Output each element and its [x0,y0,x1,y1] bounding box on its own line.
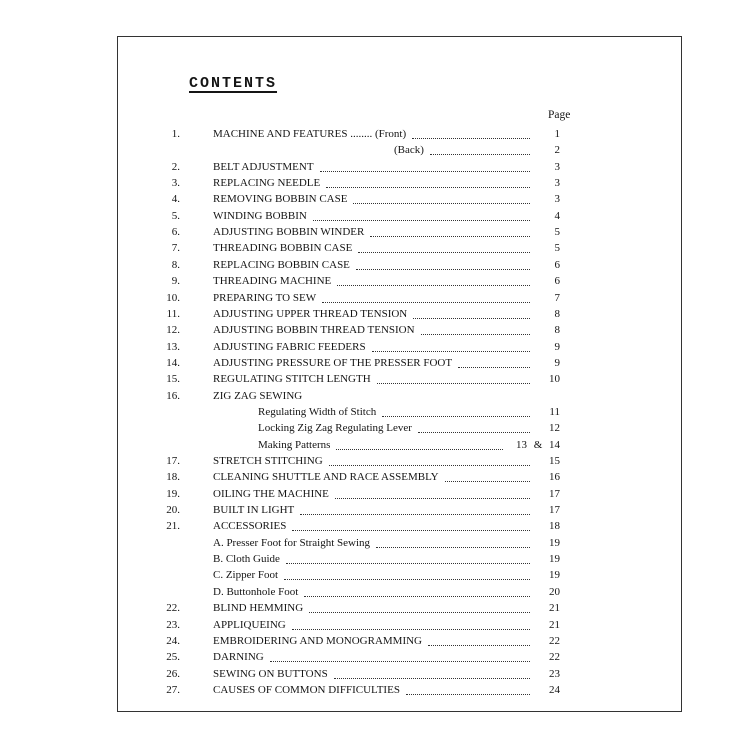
entry-title: REPLACING NEEDLE [213,177,321,190]
entry-title: ADJUSTING BOBBIN THREAD TENSION [213,324,415,337]
toc-entry [118,240,681,256]
leader-dots [309,600,530,613]
entry-page: 6 [554,258,560,271]
entry-title: REPLACING BOBBIN CASE [213,258,350,271]
entry-title: STRETCH STITCHING [213,455,323,467]
leader-dots [304,584,530,597]
entry-number: 17. [166,455,180,467]
leader-dots [313,208,530,221]
leader-dots [326,175,530,188]
leader-dots [418,420,530,433]
entry-title: ADJUSTING PRESSURE OF THE PRESSER FOOT [213,356,453,369]
leader-dots [370,224,530,237]
leader-dots [284,567,530,580]
leader-dots [334,666,530,679]
toc-entry [118,420,681,436]
entry-title: ACCESSORIES [213,520,287,533]
entry-number: 16. [166,389,180,402]
entry-number: 27. [166,683,180,696]
toc-entry [118,682,681,698]
toc-entry [118,584,681,600]
entry-page: 21 [549,602,560,615]
entry-number: 22. [166,602,180,615]
entry-number: 18. [166,471,180,484]
entry-page: 10 [549,373,560,386]
entry-number: 7. [171,242,180,255]
leader-dots [270,649,530,662]
toc-entry [118,437,681,453]
leader-dots [335,486,530,499]
leader-dots [336,437,503,450]
toc-entry [118,290,681,306]
entry-page: 23 [549,667,560,680]
leader-dots [428,633,530,646]
entry-page: 21 [549,618,560,631]
entry-number: 23. [166,618,180,631]
leader-dots [372,339,530,352]
entry-number: 14. [166,356,180,369]
entry-title: A. Presser Foot for Straight Sewing [213,536,371,549]
entry-page: 2 [554,144,560,157]
toc-entry [118,322,681,338]
entry-title: REMOVING BOBBIN CASE [213,193,348,206]
entry-title: PREPARING TO SEW [213,291,317,304]
leader-dots [286,551,530,564]
toc-entry [118,469,681,485]
entry-number: 1. [171,128,180,140]
toc-entry [118,224,681,240]
entry-page: 20 [549,585,560,598]
toc-entry [118,191,681,207]
entry-title: OILING THE MACHINE [213,487,329,500]
entry-page: 5 [554,242,560,255]
entry-page: 9 [554,356,560,369]
entry-title: Regulating Width of Stitch [258,405,377,418]
entry-title: ADJUSTING BOBBIN WINDER [213,226,365,239]
leader-dots [376,535,530,548]
toc-entry [118,404,681,420]
entry-page: 3 [554,193,560,206]
entry-number: 2. [171,160,180,173]
entry-number: 25. [166,651,180,664]
entry-title: BELT ADJUSTMENT [213,160,314,173]
entry-page: 6 [554,275,560,288]
toc-entry [118,126,681,142]
entry-title: REGULATING STITCH LENGTH [213,373,371,386]
leader-dots [377,371,530,384]
toc-entry [118,649,681,665]
entry-number: 19. [166,487,180,500]
entry-title: DARNING [213,651,264,664]
entry-page: 4 [554,209,560,222]
entry-title: MACHINE AND FEATURES ........ (Front) [213,128,407,140]
entry-title: THREADING BOBBIN CASE [213,242,353,255]
leader-dots [430,142,530,155]
toc-entry [118,388,681,404]
entry-number: 24. [166,634,180,647]
entry-number: 11. [166,307,180,320]
contents-heading: CONTENTS [189,75,278,92]
leader-dots [412,126,530,139]
toc-entry [118,600,681,616]
entry-title: SEWING ON BUTTONS [213,667,328,680]
toc-entry [118,339,681,355]
toc-entry [118,486,681,502]
toc-entry [118,502,681,518]
entry-number: 26. [166,667,180,680]
entry-number: 20. [166,504,180,517]
leader-dots [320,159,530,172]
entry-number: 15. [166,373,180,386]
leader-dots [358,240,530,253]
leader-dots [353,191,530,204]
leader-dots [300,502,530,515]
leader-dots [292,617,530,630]
toc-entry [118,208,681,224]
toc-entry [118,551,681,567]
leader-dots [445,469,530,482]
entry-title: D. Buttonhole Foot [213,585,299,598]
entry-page: 16 [549,471,560,484]
entry-title: THREADING MACHINE [213,275,332,288]
leader-dots [322,290,530,303]
entry-page: 19 [549,553,560,566]
entry-number: 8. [171,258,180,271]
toc-entry [118,453,681,469]
entry-page: 13 & 14 [515,438,560,451]
entry-page: 8 [554,324,560,337]
toc-entry [118,257,681,273]
toc-entry [118,371,681,387]
leader-dots [382,404,530,417]
entry-page: 3 [554,160,560,173]
toc-entry [118,666,681,682]
toc-entry [118,355,681,371]
entry-title: (Back) [394,144,424,157]
entry-title: WINDING BOBBIN [213,209,307,222]
page-column-header: Page [548,109,571,121]
leader-dots [329,453,530,466]
entry-page: 17 [549,487,560,500]
leader-dots [421,322,530,335]
entry-number: 3. [171,177,180,190]
entry-title: C. Zipper Foot [213,569,279,582]
entry-title: Making Patterns [258,438,331,451]
entry-page: 5 [554,226,560,239]
entry-page: 19 [549,569,560,582]
toc-entry [118,273,681,289]
entry-page: 15 [549,455,560,467]
leader-dots [413,306,530,319]
toc-entry [118,159,681,175]
leader-dots [292,518,530,531]
entry-title: BLIND HEMMING [213,602,304,615]
contents-page [117,36,682,712]
entry-page: 22 [549,651,560,664]
toc-entry [118,617,681,633]
entry-title: ZIG ZAG SEWING [213,389,303,402]
leader-dots [458,355,530,368]
entry-page: 12 [549,422,560,435]
entry-number: 10. [166,291,180,304]
entry-number: 21. [166,520,180,533]
entry-title: CAUSES OF COMMON DIFFICULTIES [213,683,400,696]
entry-title: ADJUSTING UPPER THREAD TENSION [213,307,408,320]
leader-dots [337,273,530,286]
toc-entry [118,567,681,583]
entry-number: 6. [171,226,180,239]
entry-number: 12. [166,324,180,337]
entry-page: 19 [549,536,560,549]
entry-page: 18 [549,520,560,533]
leader-dots [406,682,530,695]
entry-number: 5. [171,209,180,222]
entry-number: 13. [166,340,180,353]
entry-title: CLEANING SHUTTLE AND RACE ASSEMBLY [213,471,439,484]
entry-title: BUILT IN LIGHT [213,504,295,517]
entry-page: 24 [549,683,560,696]
entry-page: 11 [549,405,560,418]
entry-title: Locking Zig Zag Regulating Lever [258,422,412,435]
entry-title: APPLIQUEING [213,618,286,631]
entry-page: 9 [554,340,560,353]
toc-entry [118,535,681,551]
toc-entry [118,142,681,158]
entry-page: 17 [549,504,560,517]
entry-page: 22 [549,634,560,647]
toc-entry [118,306,681,322]
toc-entry [118,518,681,534]
entry-number: 4. [171,193,180,206]
entry-page: 8 [554,307,560,320]
entry-title: ADJUSTING FABRIC FEEDERS [213,340,366,353]
leader-dots [356,257,530,270]
entry-page: 7 [554,291,560,304]
toc-entry [118,175,681,191]
entry-page: 3 [554,177,560,190]
entry-title: EMBROIDERING AND MONOGRAMMING [213,634,423,647]
entry-title: B. Cloth Guide [213,553,280,566]
entry-number: 9. [171,275,180,288]
entry-page: 1 [554,128,560,140]
toc-entry [118,633,681,649]
